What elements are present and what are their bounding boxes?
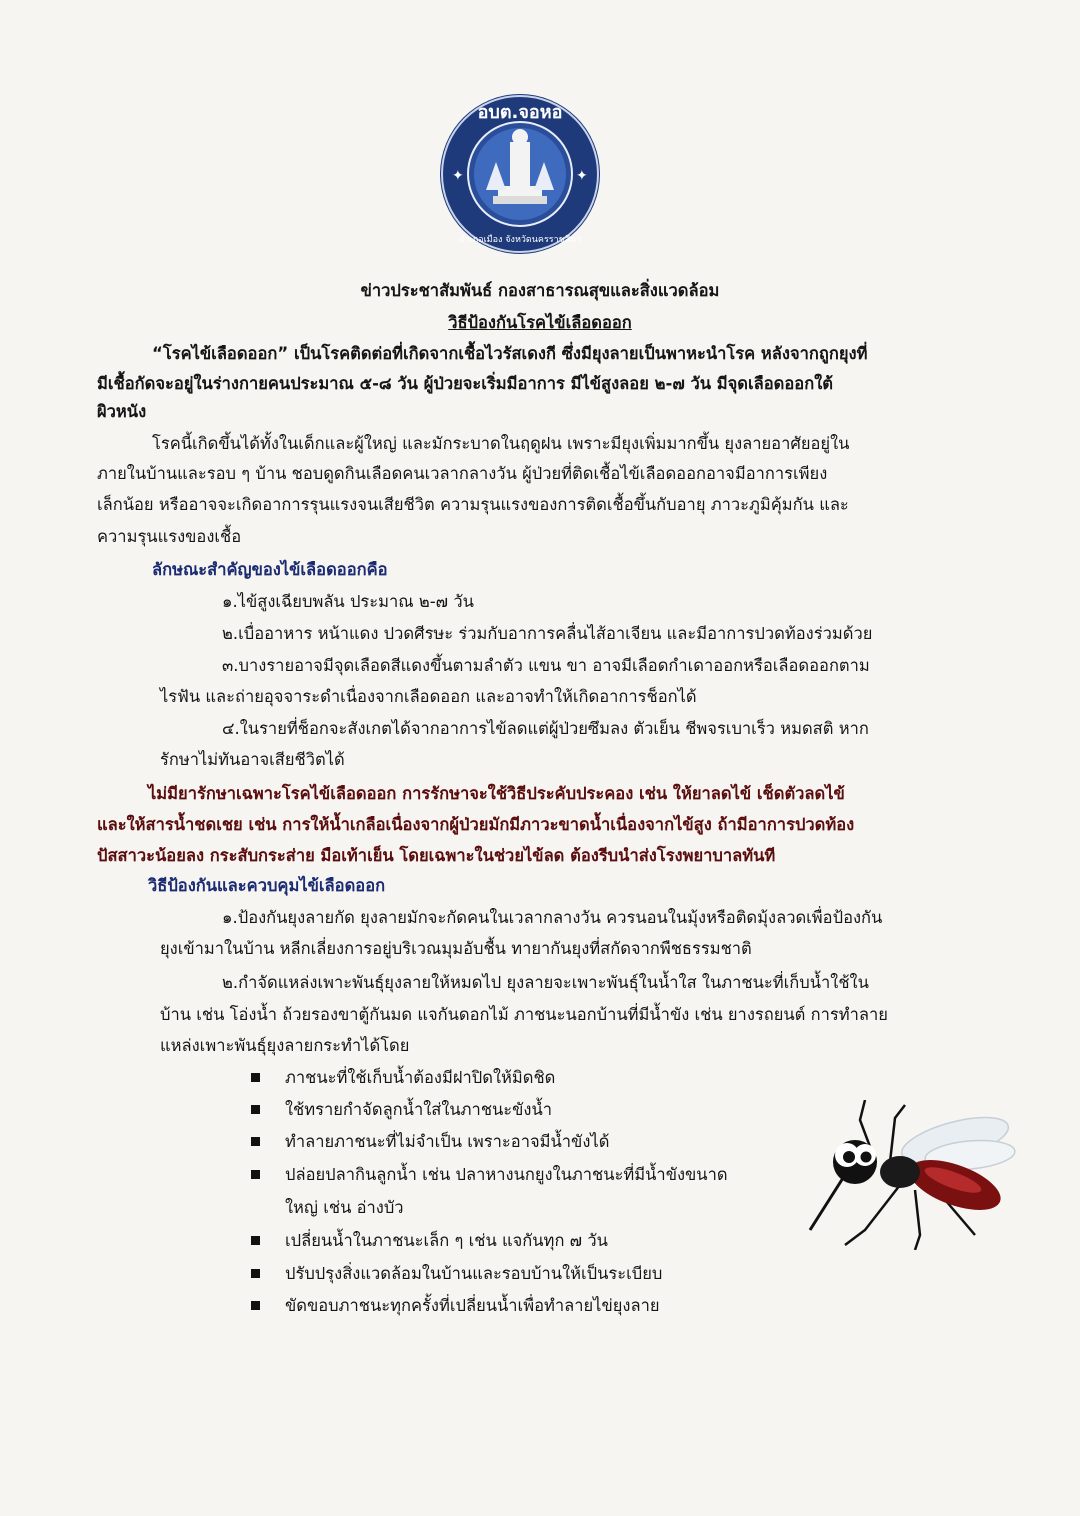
bullet-marker xyxy=(251,1301,260,1310)
list-item: ทำลายภาชนะที่ไม่จำเป็น เพราะอาจมีน้ำขังได้ xyxy=(285,1130,609,1154)
list-item: ปล่อยปลากินลูกน้ำ เช่น ปลาหางนกยูงในภาชนะที่มีน้ำขังขนาด xyxy=(285,1163,728,1187)
symptoms-heading: ลักษณะสำคัญของไข้เลือดออกคือ xyxy=(152,560,388,579)
bullet-marker xyxy=(251,1269,260,1278)
para2-line-4: ความรุนแรงของเชื้อ xyxy=(97,527,242,546)
symptom-1: ๑.ไข้สูงเฉียบพลัน ประมาณ ๒-๗ วัน xyxy=(222,592,474,611)
svg-text:✦: ✦ xyxy=(576,168,588,184)
list-item: ใช้ทรายกำจัดลูกน้ำใส่ในภาชนะขังน้ำ xyxy=(285,1098,552,1122)
intro-line-1: “โรคไข้เลือดออก” เป็นโรคติดต่อที่เกิดจากเชื้อไวรัสเดงกี ซึ่งมียุงลายเป็นพาหะนำโรค หลังจากถูกยุงที่ xyxy=(152,344,868,363)
bullet-marker xyxy=(251,1170,260,1179)
treatment-line-1: ไม่มียารักษาเฉพาะโรคไข้เลือดออก การรักษาจะใช้วิธีประคับประคอง เช่น ให้ยาลดไข้ เช็ดตัวลดไข้ xyxy=(148,784,845,803)
svg-text:✦: ✦ xyxy=(452,168,464,184)
list-item: เปลี่ยนน้ำในภาชนะเล็ก ๆ เช่น แจกันทุก ๗ วัน xyxy=(285,1229,608,1253)
announcement-title: ข่าวประชาสัมพันธ์ กองสาธารณสุขและสิ่งแวดล้อม xyxy=(360,281,720,300)
list-item: ขัดขอบภาชนะทุกครั้งที่เปลี่ยนน้ำเพื่อทำลายไข่ยุงลาย xyxy=(285,1294,660,1318)
para2-line-2: ภายในบ้านและรอบ ๆ บ้าน ชอบดูดกินเลือดคนเวลากลางวัน ผู้ป่วยที่ติดเชื้อไข้เลือดออกอาจมีอาการเพียง xyxy=(97,464,828,483)
prevention-1a: ๑.ป้องกันยุงลายกัด ยุงลายมักจะกัดคนในเวลากลางวัน ควรนอนในมุ้งหรือติดมุ้งลวดเพื่อป้องกัน xyxy=(222,908,883,927)
organization-logo xyxy=(438,92,602,256)
prevention-2c: แหล่งเพาะพันธุ์ยุงลายกระทำได้โดย xyxy=(160,1036,410,1055)
symptom-3b: ไรฟัน และถ่ายอุจจาระดำเนื่องจากเลือดออก และอาจทำให้เกิดอาการช็อกได้ xyxy=(160,687,697,706)
symptom-4a: ๔.ในรายที่ช็อกจะสังเกตได้จากอาการไข้ลดแต่ผู้ป่วยซึมลง ตัวเย็น ชีพจรเบาเร็ว หมดสติ หาก xyxy=(222,719,869,738)
para2-line-1: โรคนี้เกิดขึ้นได้ทั้งในเด็กและผู้ใหญ่ และมักระบาดในฤดูฝน เพราะมียุงเพิ่มมากขึ้น ยุงลายอาศัยอยู่ใน xyxy=(152,434,850,453)
prevention-2a: ๒.กำจัดแหล่งเพาะพันธุ์ยุงลายให้หมดไป ยุงลายจะเพาะพันธุ์ในน้ำใส ในภาชนะที่เก็บน้ำใช้ใน xyxy=(222,973,869,992)
logo-bottom-text: อำเภอเมือง จังหวัดนครราชสีมา xyxy=(458,235,582,245)
prevention-1b: ยุงเข้ามาในบ้าน หลีกเลี่ยงการอยู่บริเวณมุมอับชื้น ทายากันยุงที่สกัดจากพืชธรรมชาติ xyxy=(160,939,752,958)
list-item: ปรับปรุงสิ่งแวดล้อมในบ้านและรอบบ้านให้เป็นระเบียบ xyxy=(285,1262,662,1286)
treatment-line-2: และให้สารน้ำชดเชย เช่น การให้น้ำเกลือเนื่องจากผู้ป่วยมักมีภาวะขาดน้ำเนื่องจากไข้สูง ถ้ามีอาการปวดท้อง xyxy=(97,815,855,834)
para2-line-3: เล็กน้อย หรืออาจจะเกิดอาการรุนแรงจนเสียชีวิต ความรุนแรงของการติดเชื้อขึ้นกับอายุ ภาวะภูมิคุ้มกัน และ xyxy=(97,495,849,514)
logo-top-text: อบต.จอหอ xyxy=(477,102,563,123)
symptom-4b: รักษาไม่ทันอาจเสียชีวิตได้ xyxy=(160,750,345,769)
article-title: วิธีป้องกันโรคไข้เลือดออก xyxy=(448,313,632,332)
intro-line-2: มีเชื้อกัดจะอยู่ในร่างกายคนประมาณ ๕-๘ วัน ผู้ป่วยจะเริ่มมีอาการ มีไข้สูงลอย ๒-๗ วัน มีจุดเลือดออกใต้ xyxy=(97,374,833,393)
list-item: ภาชนะที่ใช้เก็บน้ำต้องมีฝาปิดให้มิดชิด xyxy=(285,1066,555,1090)
list-item-continuation: ใหญ่ เช่น อ่างบัว xyxy=(285,1198,404,1217)
bullet-marker xyxy=(251,1137,260,1146)
mosquito-illustration xyxy=(805,1100,1020,1250)
treatment-line-3: ปัสสาวะน้อยลง กระสับกระส่าย มือเท้าเย็น โดยเฉพาะในช่วยไข้ลด ต้องรีบนำส่งโรงพยาบาลทันที xyxy=(97,846,776,865)
prevention-2b: บ้าน เช่น โอ่งน้ำ ถ้วยรองขาตู้กันมด แจกันดอกไม้ ภาชนะนอกบ้านที่มีน้ำขัง เช่น ยางรถยนต์ การทำลาย xyxy=(160,1005,888,1024)
bullet-marker xyxy=(251,1073,260,1082)
intro-line-3: ผิวหนัง xyxy=(97,402,147,421)
symptom-3a: ๓.บางรายอาจมีจุดเลือดสีแดงขึ้นตามลำตัว แขน ขา อาจมีเลือดกำเดาออกหรือเลือดออกตาม xyxy=(222,656,870,675)
bullet-marker xyxy=(251,1105,260,1114)
symptom-2: ๒.เบื่ออาหาร หน้าแดง ปวดศีรษะ ร่วมกับอาการคลื่นไส้อาเจียน และมีอาการปวดท้องร่วมด้วย xyxy=(222,624,873,643)
prevention-heading: วิธีป้องกันและควบคุมไข้เลือดออก xyxy=(148,876,386,895)
bullet-marker xyxy=(251,1236,260,1245)
